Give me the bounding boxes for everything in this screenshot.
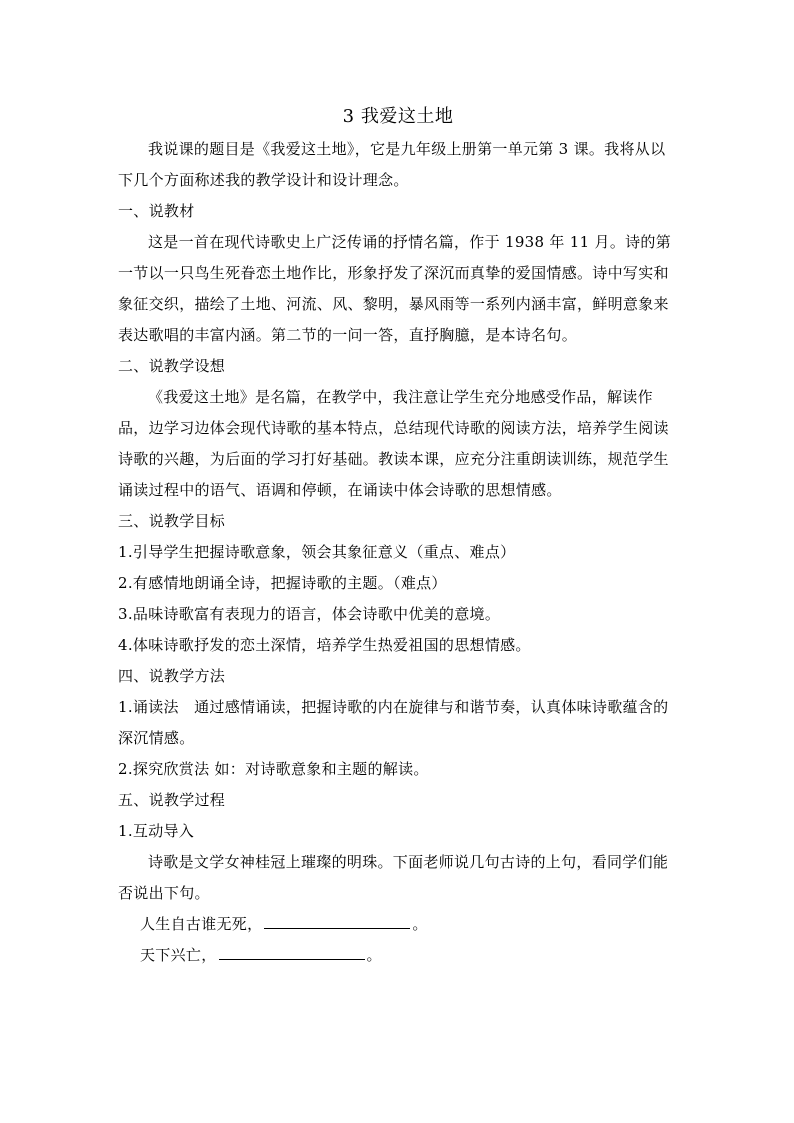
fill-blank-line (118, 940, 678, 971)
textbook-paragraph: 这是一首在现代诗歌史上广泛传诵的抒情名篇，作于 1938 年 11 月。诗的第一节以一只鸟生死眷恋土地作比，形象抒发了深沉而真挚的爱国情感。诗中写实和象征交织，描绘了土地、河流、风、黎明，暴风雨等一系列内涵丰富，鲜明意象来表达歌唱的丰富内涵。第二节的一问一答，直抒胸臆，是本诗名句。 (118, 233, 672, 344)
goal-item: 2.有感情地朗诵全诗，把握诗歌的主题。（难点） (118, 574, 447, 592)
fill-blank-suffix: 。 (366, 946, 382, 964)
fill-blank-suffix: 。 (412, 915, 428, 933)
goal-item: 1.引导学生把握诗歌意象，领会其象征意义（重点、难点） (118, 543, 516, 561)
teaching-idea-paragraph: 《我爱这土地》是名篇，在教学中，我注意让学生充分地感受作品，解读作品，边学习边体会现代诗歌的基本特点，总结现代诗歌的阅读方法，培养学生阅读诗歌的兴趣，为后面的学习打好基础。教读本课，应充分注重朗读训练，规范学生诵读过程中的语气、语调和停顿，在诵读中体会诗歌的思想情感。 (118, 388, 669, 499)
fill-blank-prefix: 天下兴亡， (140, 946, 217, 964)
method-item: 1.诵读法 通过感情诵读，把握诗歌的内在旋律与和谐节奏，认真体味诗歌蕴含的深沉情感。 (118, 698, 669, 747)
method-item: 2.探究欣赏法 如：对诗歌意象和主题的解读。 (118, 760, 429, 778)
step-paragraph: 诗歌是文学女神桂冠上璀璨的明珠。下面老师说几句古诗的上句，看同学们能否说出下句。 (118, 853, 669, 902)
answer-blank (219, 943, 365, 960)
document-title: 3 我爱这土地 (342, 106, 454, 127)
section-heading-process: 五、说教学过程 (118, 791, 226, 809)
document-page (118, 102, 678, 971)
section-heading-textbook: 一、说教材 (118, 202, 195, 220)
intro-paragraph: 我说课的题目是《我爱这土地》，它是九年级上册第一单元第 3 课。我将从以下几个方面称述我的教学设计和设计理念。 (118, 140, 666, 189)
answer-blank (264, 912, 410, 929)
goal-item: 4.体味诗歌抒发的恋土深情，培养学生热爱祖国的思想情感。 (118, 636, 531, 654)
fill-blank-prefix: 人生自古谁无死， (140, 915, 263, 933)
section-heading-goals: 三、说教学目标 (118, 512, 226, 530)
section-heading-teaching-idea: 二、说教学设想 (118, 357, 226, 375)
section-heading-methods: 四、说教学方法 (118, 667, 226, 685)
fill-blank-line (118, 909, 678, 940)
step-heading: 1.互动导入 (118, 822, 195, 840)
goal-item: 3.品味诗歌富有表现力的语言，体会诗歌中优美的意境。 (118, 605, 501, 623)
